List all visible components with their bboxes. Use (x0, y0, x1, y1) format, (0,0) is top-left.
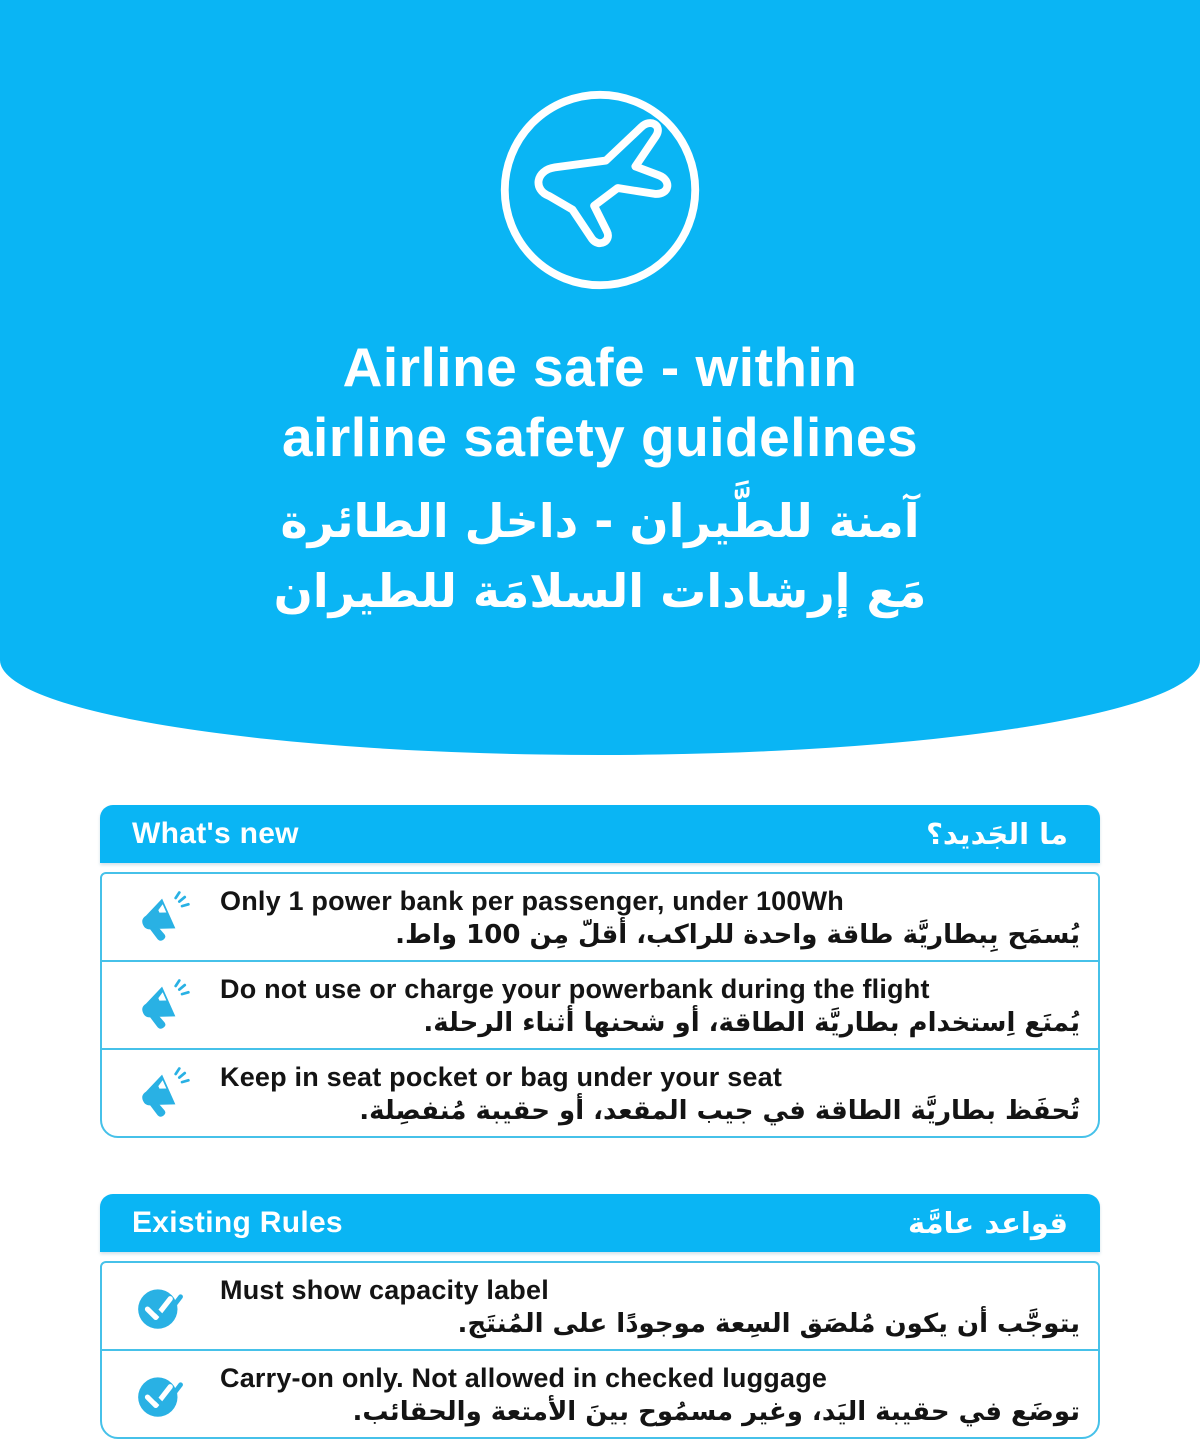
title-ar-line1: آمنة للطَّيران - داخل الطائرة (280, 494, 920, 548)
rule-row (102, 960, 1098, 1048)
title-en-line2: airline safety guidelines (281, 406, 919, 468)
megaphone-icon (134, 976, 192, 1034)
rule-text-ar: يُمنَع اِستخدام بطاريَّة الطاقة، أو شحنها أثناء الرحلة. (423, 1008, 1080, 1038)
section-title-ar: ما الجَديد؟ (926, 817, 1068, 851)
rule-row (102, 1349, 1098, 1437)
section-title-en: Existing Rules (132, 1206, 343, 1239)
existing-rules-list (100, 1261, 1100, 1439)
megaphone-icon (134, 1064, 192, 1122)
title-en-line1: Airline safe - within (342, 336, 858, 398)
whats-new-header (100, 805, 1100, 863)
whats-new-rules-list (100, 872, 1100, 1138)
existing-rules-section (100, 1194, 1100, 1439)
megaphone-icon (134, 888, 192, 946)
rule-text-en: Carry-on only. Not allowed in checked luggage (220, 1363, 828, 1393)
rule-row (102, 874, 1098, 960)
rule-text-ar: يتوجَّب أن يكون مُلصَق السِعة موجودًا على المُنتَج. (457, 1309, 1080, 1339)
airplane-circle-icon (0, 0, 1200, 298)
rule-text-ar: توضَع في حقيبة اليَد، وغير مسمُوح بينَ الأمتعة والحقائب. (352, 1397, 1080, 1427)
rule-text-en: Keep in seat pocket or bag under your seat (220, 1062, 783, 1092)
rule-row (102, 1048, 1098, 1136)
page-title-arabic (0, 486, 1200, 626)
rule-text-ar: يُسمَح بِبطاريَّة طاقة واحدة للراكب، أقلّ مِن 100 واط. (395, 920, 1080, 950)
page-title-english (0, 332, 1200, 472)
rule-text-en: Do not use or charge your powerbank during the flight (220, 974, 930, 1004)
section-title-ar: قواعد عامَّة (907, 1206, 1068, 1240)
rule-text-en: Only 1 power bank per passenger, under 100Wh (220, 886, 844, 916)
title-ar-line2: مَع إرشادات السلامَة للطيران (273, 564, 927, 618)
rule-text-en: Must show capacity label (220, 1275, 549, 1305)
section-title-en: What's new (132, 817, 299, 850)
existing-rules-header (100, 1194, 1100, 1252)
double-check-icon (134, 1365, 192, 1423)
whats-new-section (100, 805, 1100, 1138)
double-check-icon (134, 1277, 192, 1335)
rule-text-ar: تُحفَظ بطاريَّة الطاقة في جيب المقعد، أو حقيبة مُنفصِلة. (359, 1096, 1080, 1126)
rule-row (102, 1263, 1098, 1349)
